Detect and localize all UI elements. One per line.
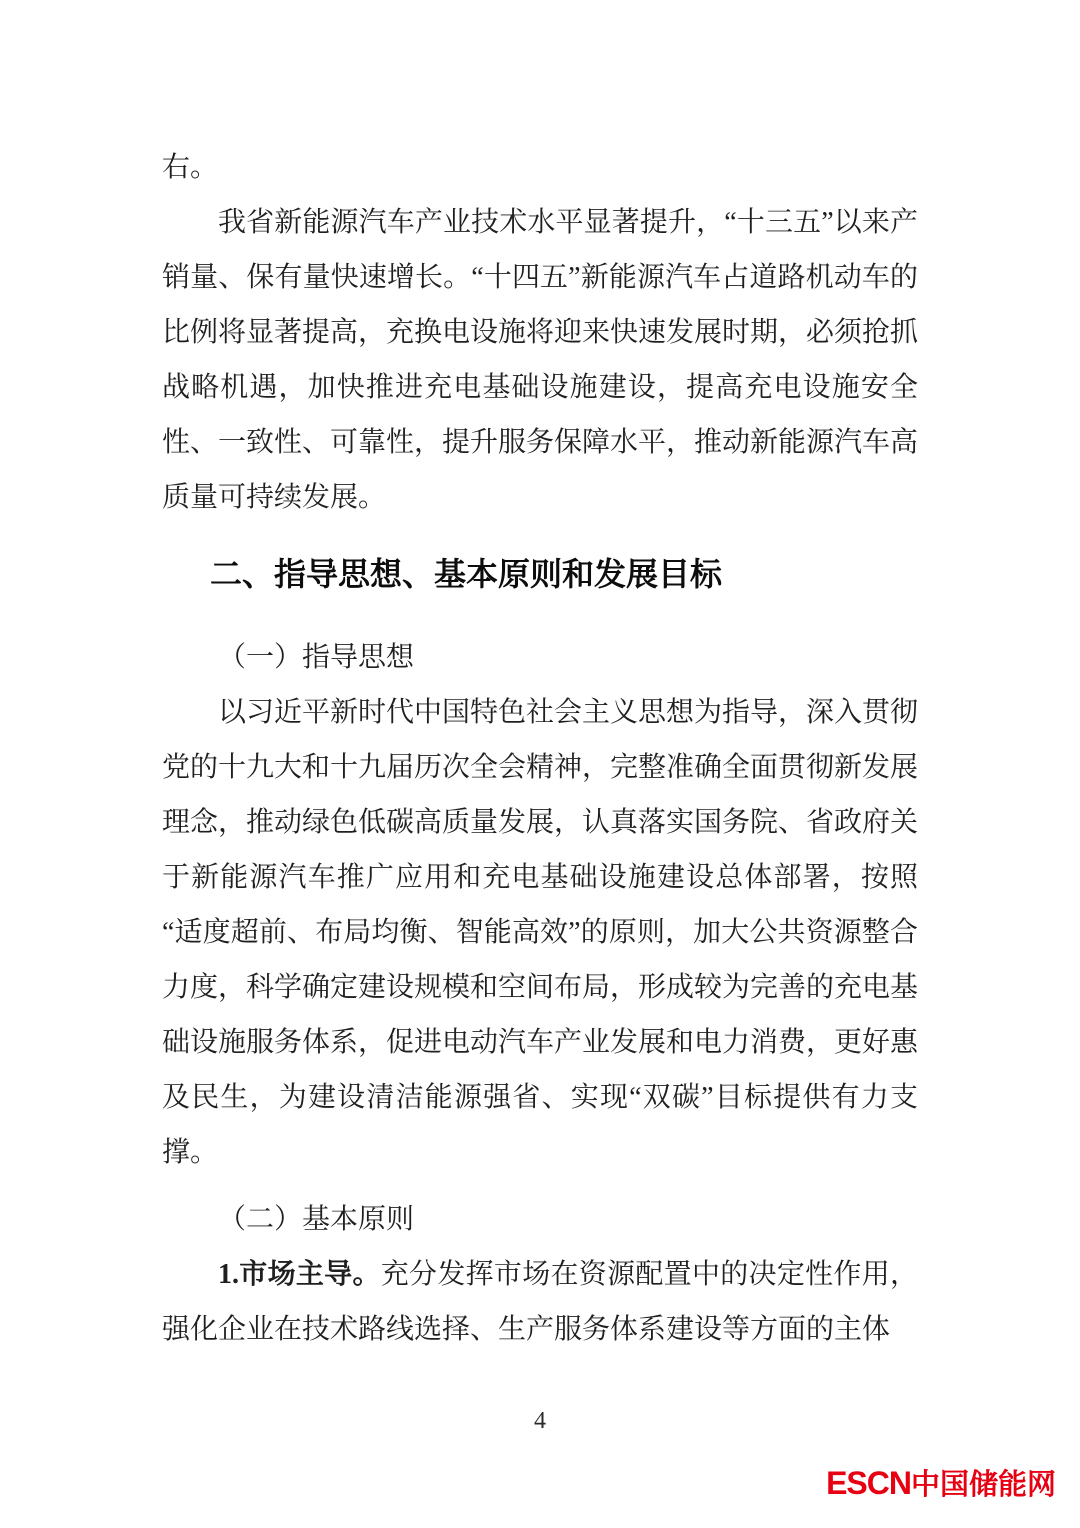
subsection-2-heading: （二）基本原则: [218, 1204, 415, 1235]
document-body: [162, 140, 918, 1357]
section-heading: 二、指导思想、基本原则和发展目标: [210, 556, 723, 592]
paragraph-continuation: 右。: [162, 152, 219, 183]
escn-logo-cjk-text: 中国储能网: [910, 1469, 1056, 1501]
escn-logo: [826, 1466, 1056, 1507]
paragraph-principle-market: [162, 1247, 918, 1357]
principle-1-lead: 1.市场主导。: [218, 1259, 381, 1290]
paragraph-overview: 我省新能源汽车产业技术水平显著提升，“十三五”以来产销量、保有量快速增长。“十四五”新能源汽车占道路机动车的比例将显著提高，充换电设施将迎来快速发展时期，必须抢抓战略机遇，加快推进充电基础设施建设，提高充电设施安全性、一致性、可靠性，提升服务保障水平，推动新能源汽车高质量可持续发展。: [162, 207, 919, 513]
paragraph-guiding-ideology: 以习近平新时代中国特色社会主义思想为指导，深入贯彻党的十九大和十九届历次全会精神，完整准确全面贯彻新发展理念，推动绿色低碳高质量发展，认真落实国务院、省政府关于新能源汽车推广应用和充电基础设施建设总体部署，按照“适度超前、布局均衡、智能高效”的原则，加大公共资源整合力度，科学确定建设规模和空间布局，形成较为完善的充电基础设施服务体系，促进电动汽车产业发展和电力消费，更好惠及民生，为建设清洁能源强省、实现“双碳”目标提供有力支撑。: [162, 697, 919, 1168]
page-number: 4: [534, 1408, 546, 1434]
subsection-1-heading: （一）指导思想: [218, 642, 415, 673]
principle-1-text: 充分发挥市场在资源配置中的决定性作用，强化企业在技术路线选择、生产服务体系建设等方面的主体: [162, 1259, 918, 1345]
escn-logo-latin-text: ESCN: [826, 1465, 911, 1501]
